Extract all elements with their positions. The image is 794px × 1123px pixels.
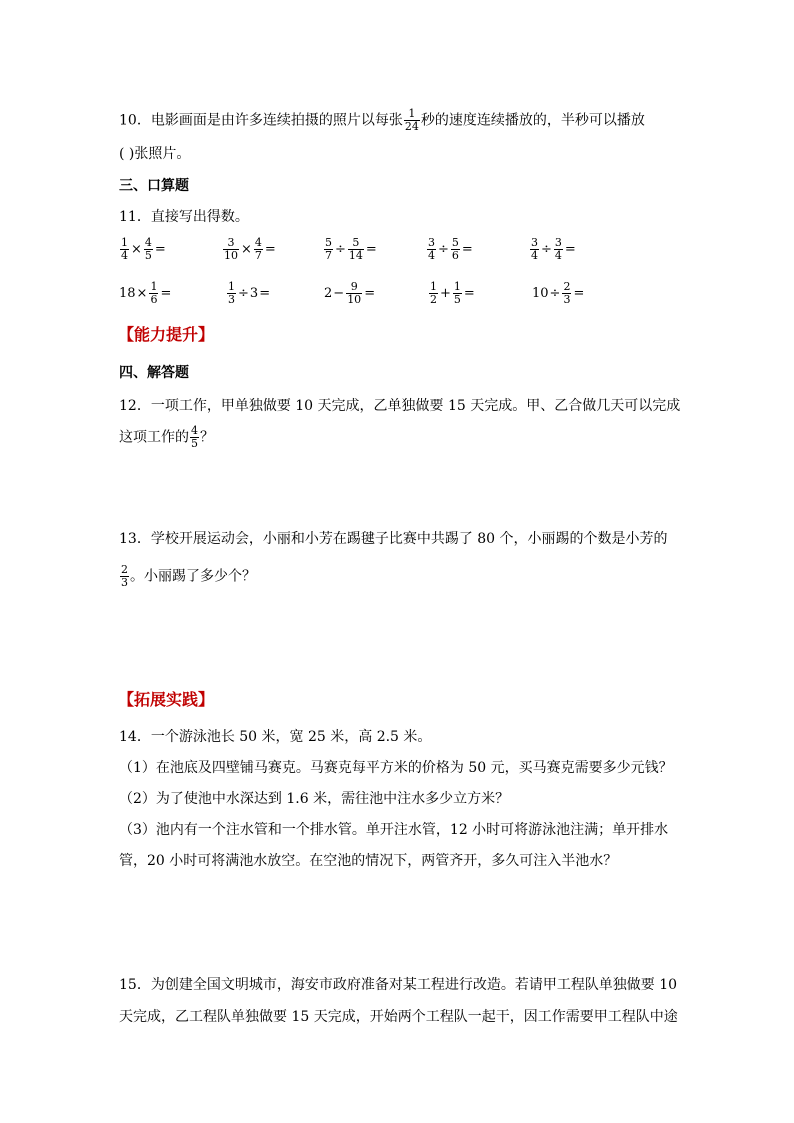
fraction: $\frac{4}{5}$: [191, 424, 198, 450]
calc-item: $\frac{3}{4}$ ÷ $\frac{3}{4}$ =: [531, 236, 576, 262]
question-14-sub3-line1: （3）池内有一个注水管和一个排水管。单开注水管，12 小时可将游泳池注满；单开排水: [119, 822, 669, 838]
calc-item: $\frac{1}{4}$ × $\frac{4}{5}$ =: [121, 236, 166, 262]
calc-item: 18 × $\frac{1}{6}$ =: [119, 280, 172, 306]
calc-item: 2 − $\frac{9}{10}$ =: [324, 280, 376, 306]
question-15-line2: 天完成，乙工程队单独做要 15 天完成，开始两个工程队一起干，因工作需要甲工程队中途: [119, 1009, 678, 1025]
calc-item: $\frac{5}{7}$ ÷ $\frac{5}{14}$ =: [325, 236, 377, 262]
question-14-sub1: （1）在池底及四壁铺马赛克。马赛克每平方米的价格为 50 元，买马赛克需要多少元钱？: [119, 760, 673, 776]
fraction: $\frac{2}{3}$: [121, 563, 128, 589]
question-12-line1: 12．一项工作，甲单独做要 10 天完成，乙单独做要 15 天完成。甲、乙合做几天可以完成: [119, 398, 681, 414]
question-14-line1: 14．一个游泳池长 50 米，宽 25 米，高 2.5 米。: [119, 729, 432, 745]
ability-section-tag: 【能力提升】: [118, 325, 215, 344]
question-10-line2: ( )张照片。: [119, 146, 191, 162]
section-3-heading: 三、口算题: [119, 178, 189, 194]
question-10-line1: [119, 108, 645, 133]
section-4-heading: 四、解答题: [119, 365, 189, 381]
calc-item: 10 ÷ $\frac{2}{3}$ =: [532, 280, 585, 306]
fraction: $\frac{1}{24}$: [404, 107, 419, 133]
question-13-line1: 13．学校开展运动会，小丽和小芳在踢毽子比赛中共踢了 80 个，小丽踢的个数是小芳的: [119, 531, 668, 547]
calc-item: $\frac{1}{2}$ + $\frac{1}{5}$ =: [430, 280, 475, 306]
question-14-sub2: （2）为了使池中水深达到 1.6 米，需往池中注水多少立方米？: [119, 791, 510, 807]
question-13-line2: $\frac{2}{3}$ 。小丽踢了多少个？: [121, 563, 256, 589]
q10-text-b: 秒的速度连续播放的，半秒可以播放: [420, 112, 645, 129]
calc-item: $\frac{3}{4}$ ÷ $\frac{5}{6}$ =: [428, 236, 473, 262]
extension-section-tag: 【拓展实践】: [118, 690, 215, 709]
calc-item: $\frac{1}{3}$ ÷ 3 =: [228, 280, 271, 306]
q10-text-a: 10．电影画面是由许多连续拍摄的照片以每张: [119, 112, 403, 129]
question-12-line2: 这项工作的 $\frac{4}{5}$ ？: [119, 424, 214, 450]
calc-item: $\frac{3}{10}$ × $\frac{4}{7}$ =: [224, 236, 276, 262]
question-11-prompt: 11．直接写出得数。: [119, 209, 249, 225]
question-14-sub3-line2: 管，20 小时可将满池水放空。在空池的情况下，两管齐开，多久可注入半池水？: [119, 853, 618, 869]
question-15-line1: 15．为创建全国文明城市，海安市政府准备对某工程进行改造。若请甲工程队单独做要 10: [119, 977, 678, 993]
